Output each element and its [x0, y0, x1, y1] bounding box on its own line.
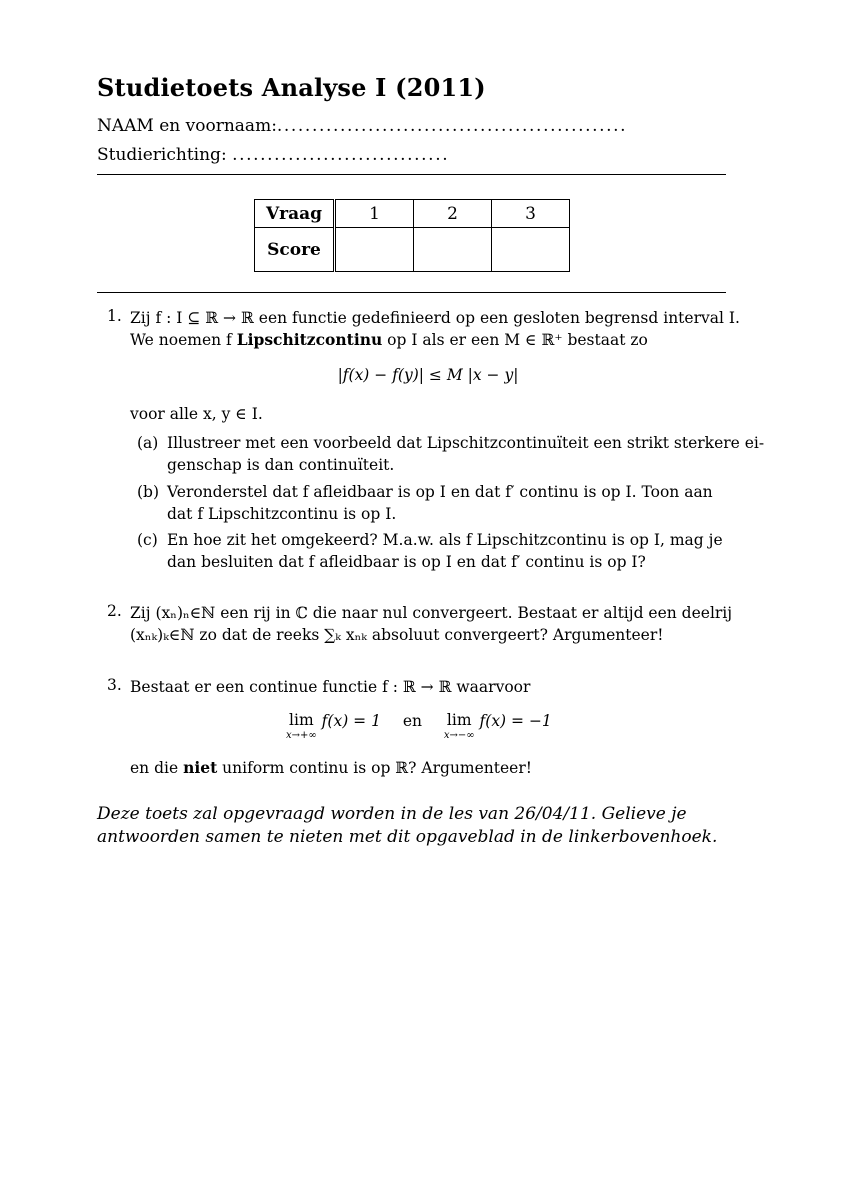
- lim-expr-1: f(x) = 1: [321, 712, 381, 730]
- table-row: [255, 200, 570, 228]
- limit-plus-infinity: [286, 712, 317, 744]
- subquestion-b-label: (b): [137, 483, 160, 501]
- lim-text-1: lim: [289, 711, 314, 729]
- limits-formula: [286, 712, 552, 744]
- subquestion-b-line-2: dat f Lipschitzcontinu is op I.: [167, 505, 397, 523]
- question-3-line-1: Bestaat er een continue functie f : ℝ → ℝ waarvoor: [130, 678, 531, 696]
- question-1-line-2: [130, 329, 648, 351]
- score-label: Score: [255, 228, 335, 272]
- name-line: [97, 116, 627, 136]
- question-3-line-2-pre: en die: [130, 759, 184, 777]
- question-1-number: 1.: [107, 307, 122, 325]
- subquestion-c-label: (c): [137, 531, 158, 549]
- study-dots: ...............................: [232, 145, 450, 165]
- table-row: [255, 228, 570, 272]
- lim-sub-1: x→+∞: [286, 730, 317, 741]
- subquestion-c-line-1: En hoe zit het omgekeerd? M.a.w. als f Lipschitzcontinu is op I, mag je: [167, 531, 723, 549]
- limit-minus-infinity: [444, 712, 475, 744]
- question-3-number: 3.: [107, 676, 122, 694]
- subquestion-a-line-2: genschap is dan continuïteit.: [167, 456, 395, 474]
- lipschitz-formula: |f(x) − f(y)| ≤ M |x − y|: [337, 366, 519, 384]
- question-3-line-2-post: uniform continu is op ℝ? Argumenteer!: [217, 759, 532, 777]
- subquestion-a-label: (a): [137, 434, 159, 452]
- niet-term: niet: [183, 758, 218, 777]
- footer-note-line-2: antwoorden samen te nieten met dit opgaveblad in de linkerbovenhoek.: [97, 827, 718, 847]
- study-line: [97, 145, 449, 165]
- study-label: Studierichting:: [97, 145, 227, 165]
- subquestion-a-line-1: Illustreer met een voorbeeld dat Lipschitzcontinuïteit een strikt sterkere ei-: [167, 434, 765, 452]
- column-header-3: 3: [492, 200, 570, 228]
- page-title: Studietoets Analyse I (2011): [97, 73, 486, 102]
- column-header-1: 1: [335, 200, 414, 228]
- score-cell-1: [335, 228, 414, 272]
- score-cell-2: [414, 228, 492, 272]
- lim-text-2: lim: [446, 711, 472, 729]
- name-label: NAAM en voornaam:: [97, 116, 277, 136]
- question-2-line-2: (xₙₖ)ₖ∈ℕ zo dat de reeks ∑ₖ xₙₖ absoluut convergeert? Argumenteer!: [130, 626, 664, 644]
- question-1-line-2-pre: We noemen f: [130, 331, 237, 349]
- lipschitzcontinu-term: Lipschitzcontinu: [236, 330, 383, 349]
- lim-connector: en: [402, 712, 422, 730]
- question-1-line-2-post: op I als er een M ∈ ℝ⁺ bestaat zo: [382, 331, 648, 349]
- name-dots: ..................................................: [276, 116, 628, 136]
- question-2-number: 2.: [107, 602, 122, 620]
- subquestion-c-line-2: dan besluiten dat f afleidbaar is op I en dat f′ continu is op I?: [167, 553, 646, 571]
- lim-expr-2: f(x) = −1: [479, 712, 552, 730]
- column-header-2: 2: [414, 200, 492, 228]
- question-1-line-3: voor alle x, y ∈ I.: [130, 405, 263, 423]
- question-3-line-2: [130, 757, 532, 779]
- footer-note-line-1: Deze toets zal opgevraagd worden in de les van 26/04/11. Gelieve je: [97, 804, 687, 824]
- bottom-divider: [97, 292, 726, 293]
- subquestion-b-line-1: Veronderstel dat f afleidbaar is op I en dat f′ continu is op I. Toon aan: [167, 483, 713, 501]
- vraag-label: Vraag: [255, 200, 335, 228]
- top-divider: [97, 174, 726, 175]
- score-cell-3: [492, 228, 570, 272]
- question-2-line-1: Zij (xₙ)ₙ∈ℕ een rij in ℂ die naar nul convergeert. Bestaat er altijd een deelrij: [130, 604, 733, 622]
- question-1-line-1: Zij f : I ⊆ ℝ → ℝ een functie gedefinieerd op een gesloten begrensd interval I.: [130, 309, 740, 327]
- score-table: [254, 199, 570, 272]
- lim-sub-2: x→−∞: [443, 730, 475, 741]
